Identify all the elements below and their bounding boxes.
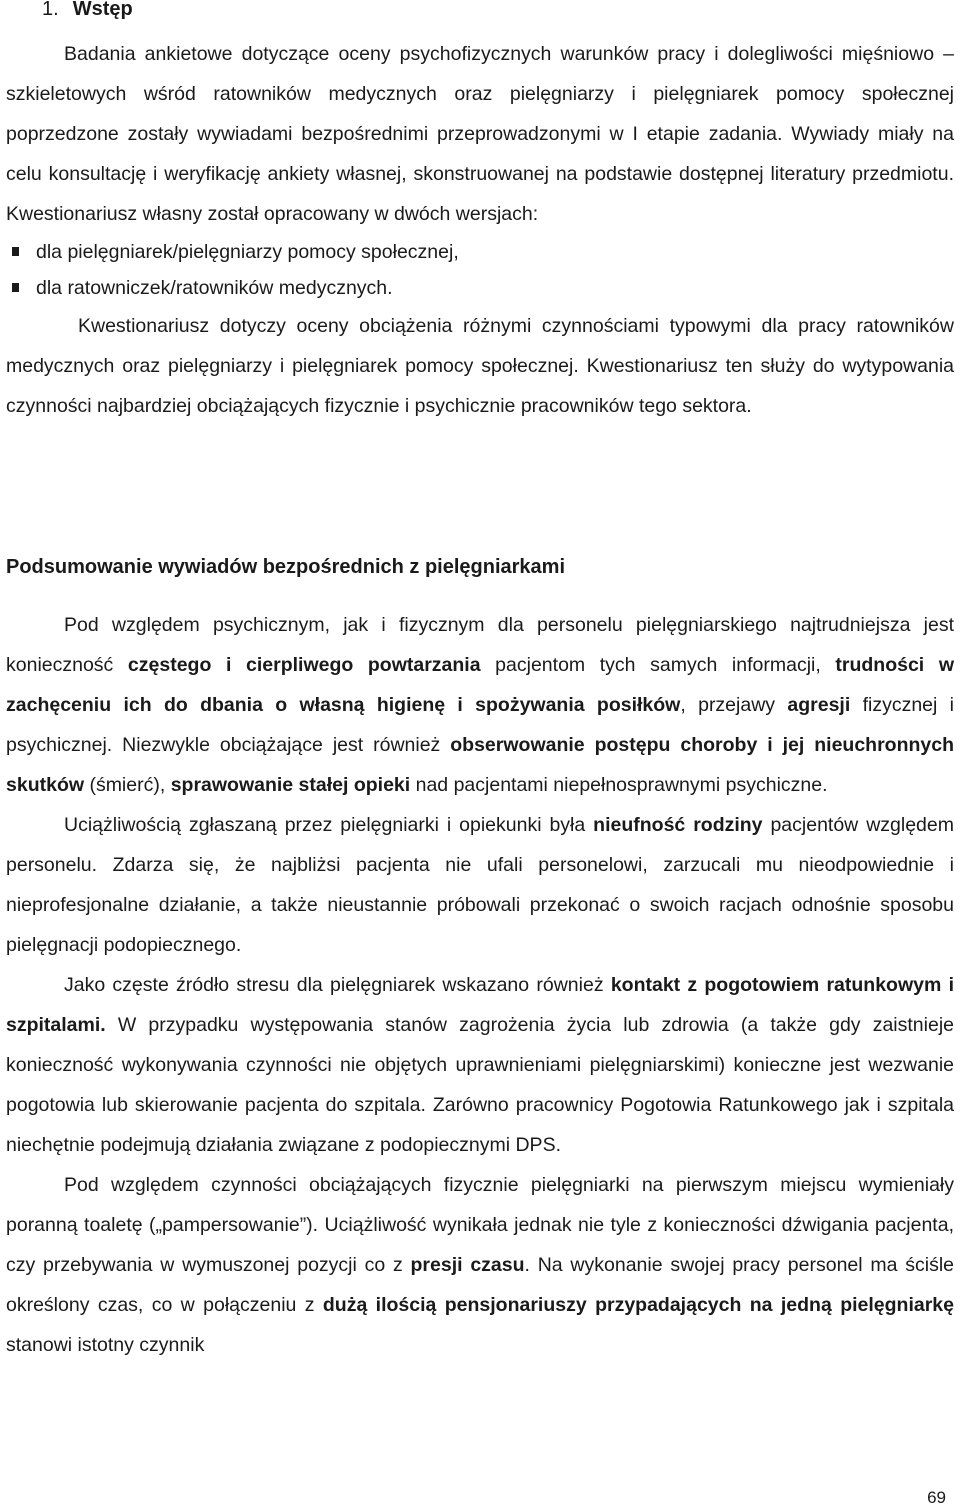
heading-title: Wstęp [72,0,133,20]
intro-paragraph-2: Kwestionariusz dotyczy oceny obciążenia różnymi czynnościami typowymi dla pracy ratowników medycznych oraz pielęgniarzy i pielęgniarek pomocy społecznej. Kwestionariusz ten służy do wytypowania czynności najbardziej obciążających fizycznie i psychicznie pracowników tego sektora. [6,315,954,417]
version-list [6,234,954,306]
bullet-square-icon [12,283,19,292]
page-number: 69 [927,1488,946,1507]
summary-paragraph-1: Pod względem psychicznym, jak i fizycznym dla personelu pielęgniarskiego najtrudniejsza jest konieczność częstego i cierpliwego powtarzania pacjentom tych samych informacji, trudności w zachęceniu ich do dbania o własną higienę i spożywania posiłków, przejawy agresji fizycznej i psychicznej. Niezwykle obciążające jest również obserwowanie postępu choroby i jej nieuchronnych skutków (śmierć), sprawowanie stałej opieki nad pacjentami niepełnosprawnymi psychiczne. [6,614,955,796]
summary-block [6,605,954,1365]
heading-number: 1. [42,0,59,20]
intro-block [6,34,954,426]
section-title: Podsumowanie wywiadów bezpośrednich z pielęgniarkami [6,556,566,578]
section-heading [42,0,133,21]
list-item: dla ratowniczek/ratowników medycznych. [6,270,954,306]
list-item: dla pielęgniarek/pielęgniarzy pomocy społecznej, [6,234,954,270]
summary-paragraph-2: Uciążliwością zgłaszaną przez pielęgniarki i opiekunki była nieufność rodziny pacjentów względem personelu. Zdarza się, że najbliżsi pacjenta nie ufali personelowi, zarzucali mu nieodpowiednie i nieprofesjonalne działanie, a także nieustannie próbowali przekonać o swoich racjach odnośnie sposobu pielęgnacji podopiecznego. [6,814,954,956]
summary-paragraph-4: Pod względem czynności obciążających fizycznie pielęgniarki na pierwszym miejscu wymieniały poranną toaletę („pampersowanie”). Uciążliwość wynikała jednak nie tyle z konieczności dźwigania pacjenta, czy przebywania w wymuszonej pozycji co z presji czasu. Na wykonanie swojej pracy personel ma ściśle określony czas, co w połączeniu z dużą ilością pensjonariuszy przypadających na jedną pielęgniarkę stanowi istotny czynnik [6,1174,954,1356]
summary-paragraph-3: Jako częste źródło stresu dla pielęgniarek wskazano również kontakt z pogotowiem ratunkowym i szpitalami. W przypadku występowania stanów zagrożenia życia lub zdrowia (a także gdy zaistnieje konieczność wykonywania czynności nie objętych uprawnieniami pielęgniarskimi) konieczne jest wezwanie pogotowia lub skierowanie pacjenta do szpitala. Zarówno pracownicy Pogotowia Ratunkowego jak i szpitala niechętnie podejmują działania związane z podopiecznymi DPS. [6,974,954,1156]
intro-paragraph-1: Badania ankietowe dotyczące oceny psychofizycznych warunków pracy i dolegliwości mięśniowo – szkieletowych wśród ratowników medycznych oraz pielęgniarzy i pielęgniarek pomocy społecznej poprzedzone zostały wywiadami bezpośrednimi przeprowadzonymi w I etapie zadania. Wywiady miały na celu konsultację i weryfikację ankiety własnej, skonstruowanej na podstawie dostępnej literatury przedmiotu. Kwestionariusz własny został opracowany w dwóch wersjach: [6,43,954,225]
bullet-square-icon [12,247,19,256]
